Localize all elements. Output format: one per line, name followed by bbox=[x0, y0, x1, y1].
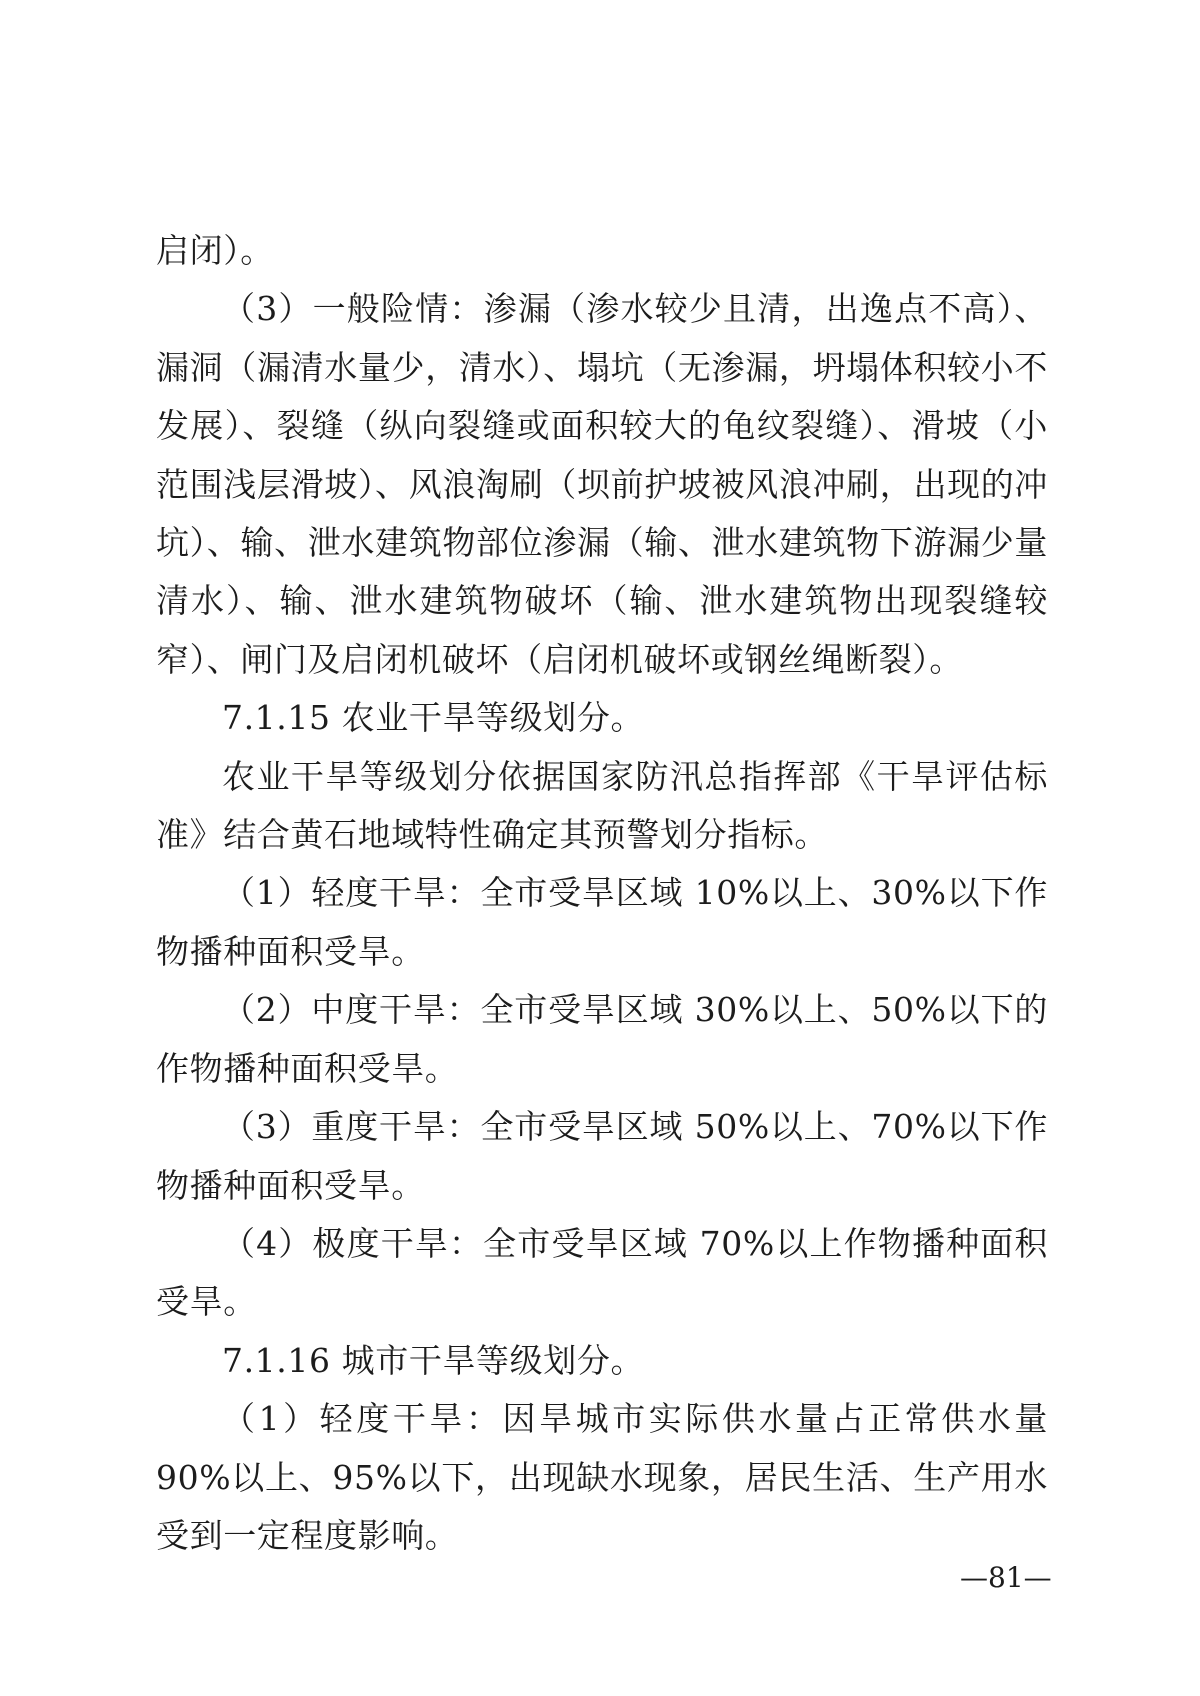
section-heading-7-1-15: 7.1.15 农业干旱等级划分。 bbox=[222, 698, 645, 738]
page-number: —81— bbox=[960, 1561, 1052, 1594]
paragraph-urban-mild-drought: （1）轻度干旱：因旱城市实际供水量占正常供水量 90%以上、95%以下，出现缺水现象，居民生活、生产用水受到一定程度影响。 bbox=[156, 1399, 1048, 1555]
section-heading-7-1-16: 7.1.16 城市干旱等级划分。 bbox=[222, 1340, 645, 1380]
paragraph-continuation: 启闭）。 bbox=[156, 231, 274, 270]
paragraph-general-danger: （3）一般险情：渗漏（渗水较少且清，出逸点不高）、漏洞（漏清水量少，清水）、塌坑（无渗漏，坍塌体积较小不发展）、裂缝（纵向裂缝或面积较大的龟纹裂缝）、滑坡（小范围浅层滑坡）、风浪淘刷（坝前护坡被风浪冲刷，出现的冲坑）、输、泄水建筑物部位渗漏（输、泄水建筑物下游漏少量清水）、输、泄水建筑物破坏（输、泄水建筑物出现裂缝较窄）、闸门及启闭机破坏（启闭机破坏或钢丝绳断裂）。 bbox=[156, 289, 1048, 679]
paragraph-severe-drought: （3）重度干旱：全市受旱区域 50%以上、70%以下作物播种面积受旱。 bbox=[156, 1107, 1048, 1205]
paragraph-extreme-drought: （4）极度干旱：全市受旱区域 70%以上作物播种面积受旱。 bbox=[156, 1223, 1048, 1322]
paragraph-agricultural-drought-basis: 农业干旱等级划分依据国家防汛总指挥部《干旱评估标准》结合黄石地域特性确定其预警划分指标。 bbox=[156, 756, 1048, 855]
document-body bbox=[156, 222, 1048, 1565]
paragraph-mild-drought: （1）轻度干旱：全市受旱区域 10%以上、30%以下作物播种面积受旱。 bbox=[156, 873, 1048, 971]
paragraph-moderate-drought: （2）中度干旱：全市受旱区域 30%以上、50%以下的作物播种面积受旱。 bbox=[156, 990, 1048, 1088]
